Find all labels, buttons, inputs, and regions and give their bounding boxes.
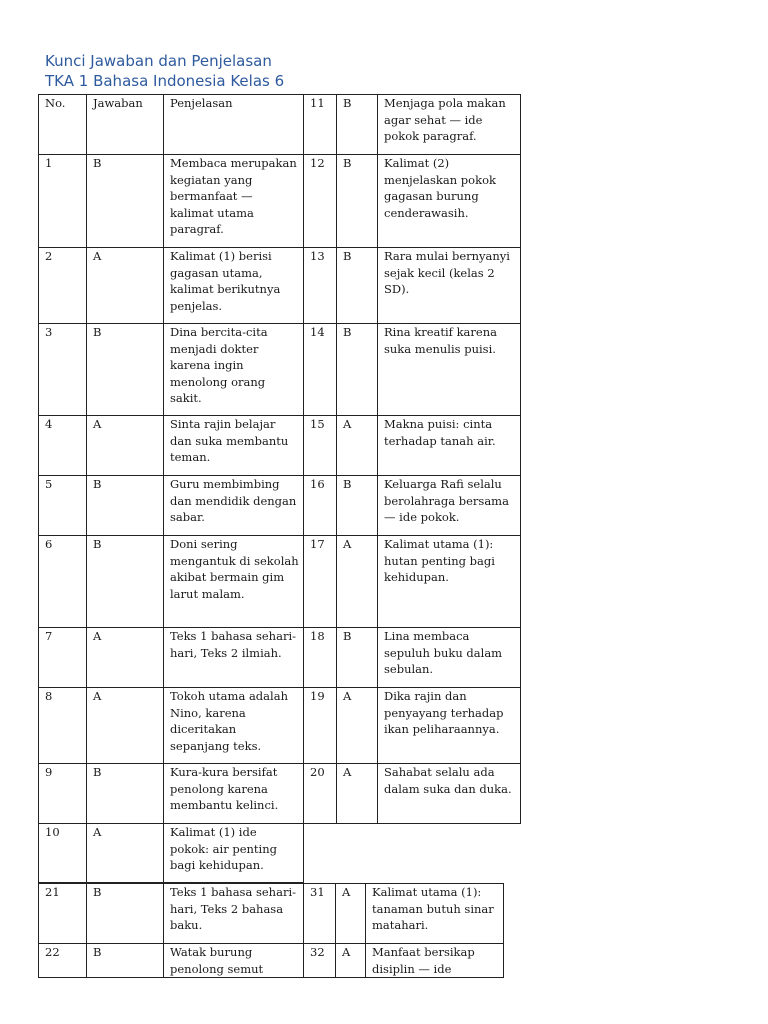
answer-explanation: Rara mulai bernyanyi sejak kecil (kelas 2 SD). [378, 248, 521, 324]
question-number: 7 [39, 628, 87, 688]
question-number: 17 [304, 536, 337, 628]
answer-letter: B [337, 155, 378, 248]
answer-letter: B [87, 324, 164, 416]
answer-letter: A [87, 248, 164, 324]
answer-letter: A [87, 628, 164, 688]
document-title-line-2: TKA 1 Bahasa Indonesia Kelas 6 [45, 72, 285, 90]
answer-letter: A [87, 824, 164, 883]
question-number: 18 [304, 628, 337, 688]
answer-letter: B [87, 536, 164, 628]
answer-explanation: Lina membaca sepuluh buku dalam sebulan. [378, 628, 521, 688]
answer-explanation: Sahabat selalu ada dalam suka dan duka. [378, 764, 521, 824]
answer-letter: B [87, 764, 164, 824]
answer-letter: A [336, 944, 366, 978]
question-number: 15 [304, 416, 337, 476]
table-row [39, 324, 521, 416]
header-explanation: Penjelasan [164, 95, 304, 155]
answer-letter: A [336, 884, 366, 944]
question-number: 14 [304, 324, 337, 416]
answer-letter: B [337, 248, 378, 324]
answer-explanation: Kalimat (1) berisi gagasan utama, kalimat berikutnya penjelas. [164, 248, 304, 324]
answer-explanation: Menjaga pola makan agar sehat — ide pokok paragraf. [378, 95, 521, 155]
question-number: 10 [39, 824, 87, 883]
table-row [39, 884, 504, 944]
answer-letter: A [87, 416, 164, 476]
answer-letter: A [337, 536, 378, 628]
answer-explanation: Dina bercita-cita menjadi dokter karena ingin menolong orang sakit. [164, 324, 304, 416]
answer-letter: B [337, 95, 378, 155]
question-number: 22 [39, 944, 87, 978]
answer-letter: B [337, 476, 378, 536]
answer-explanation: Doni sering mengantuk di sekolah akibat bermain gim larut malam. [164, 536, 304, 628]
question-number: 11 [304, 95, 337, 155]
table-row [39, 824, 521, 883]
table-row [39, 764, 521, 824]
answer-letter: B [87, 944, 164, 978]
answer-explanation: Teks 1 bahasa sehari-hari, Teks 2 bahasa baku. [164, 884, 304, 944]
answer-letter: A [337, 764, 378, 824]
empty-cell [304, 824, 521, 883]
answer-explanation: Teks 1 bahasa sehari-hari, Teks 2 ilmiah. [164, 628, 304, 688]
question-number: 3 [39, 324, 87, 416]
question-number: 4 [39, 416, 87, 476]
question-number: 12 [304, 155, 337, 248]
answer-letter: A [87, 688, 164, 764]
answer-explanation: Kalimat (1) ide pokok: air penting bagi kehidupan. [164, 824, 304, 883]
question-number: 6 [39, 536, 87, 628]
table-row [39, 688, 521, 764]
table-row [39, 416, 521, 476]
answer-letter: B [87, 884, 164, 944]
answer-explanation: Kura-kura bersifat penolong karena membantu kelinci. [164, 764, 304, 824]
answer-key-table-continued [38, 883, 504, 978]
answer-explanation: Tokoh utama adalah Nino, karena diceritakan sepanjang teks. [164, 688, 304, 764]
answer-letter: B [337, 324, 378, 416]
question-number: 13 [304, 248, 337, 324]
answer-explanation: Kalimat (2) menjelaskan pokok gagasan burung cenderawasih. [378, 155, 521, 248]
question-number: 16 [304, 476, 337, 536]
question-number: 32 [304, 944, 336, 978]
answer-letter: B [87, 476, 164, 536]
answer-explanation: Dika rajin dan penyayang terhadap ikan peliharaannya. [378, 688, 521, 764]
table-row [39, 628, 521, 688]
answer-explanation: Watak burung penolong semut [164, 944, 304, 978]
question-number: 20 [304, 764, 337, 824]
question-number: 5 [39, 476, 87, 536]
answer-letter: A [337, 688, 378, 764]
table-row [39, 536, 521, 628]
answer-explanation: Kalimat utama (1): tanaman butuh sinar matahari. [366, 884, 504, 944]
question-number: 9 [39, 764, 87, 824]
answer-letter: B [87, 155, 164, 248]
answer-explanation: Kalimat utama (1): hutan penting bagi kehidupan. [378, 536, 521, 628]
question-number: 8 [39, 688, 87, 764]
answer-explanation: Sinta rajin belajar dan suka membantu teman. [164, 416, 304, 476]
table-row [39, 155, 521, 248]
question-number: 21 [39, 884, 87, 944]
question-number: 19 [304, 688, 337, 764]
table-row [39, 476, 521, 536]
header-no: No. [39, 95, 87, 155]
document-title-line-1: Kunci Jawaban dan Penjelasan [45, 52, 272, 70]
question-number: 2 [39, 248, 87, 324]
question-number: 31 [304, 884, 336, 944]
answer-explanation: Guru membimbing dan mendidik dengan sabar. [164, 476, 304, 536]
answer-explanation: Makna puisi: cinta terhadap tanah air. [378, 416, 521, 476]
table-header-row [39, 95, 521, 155]
answer-explanation: Keluarga Rafi selalu berolahraga bersama — ide pokok. [378, 476, 521, 536]
answer-explanation: Rina kreatif karena suka menulis puisi. [378, 324, 521, 416]
answer-explanation: Membaca merupakan kegiatan yang bermanfaat — kalimat utama paragraf. [164, 155, 304, 248]
table-row [39, 944, 504, 978]
answer-letter: B [337, 628, 378, 688]
header-answer: Jawaban [87, 95, 164, 155]
answer-letter: A [337, 416, 378, 476]
answer-explanation: Manfaat bersikap disiplin — ide [366, 944, 504, 978]
answer-key-table [38, 94, 521, 883]
table-row [39, 248, 521, 324]
question-number: 1 [39, 155, 87, 248]
